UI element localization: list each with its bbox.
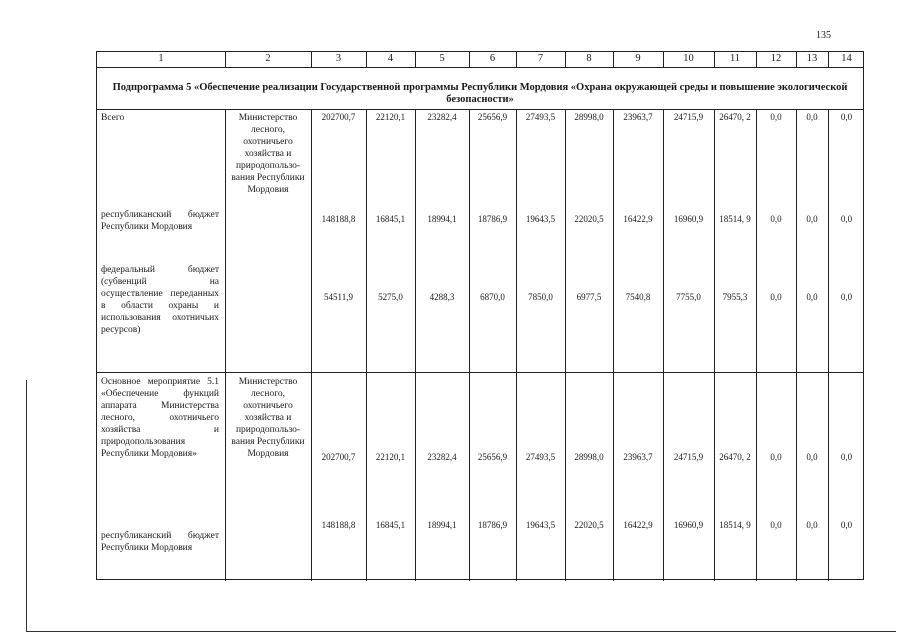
column-number: 2 <box>265 53 271 64</box>
table-cell-value: 22020,5 <box>574 214 604 224</box>
column-rule-body-10 <box>714 109 715 581</box>
table-cell-value: 148188,8 <box>321 520 356 530</box>
table-cell-value: 18786,9 <box>477 214 508 224</box>
page-border-left <box>26 380 27 632</box>
table-cell-value: 22120,1 <box>375 452 406 462</box>
table-cell-value: 25656,9 <box>477 112 508 122</box>
table-cell-value: 18514, 9 <box>719 520 751 530</box>
table-cell-value: 0,0 <box>840 292 853 302</box>
column-rule-body-1 <box>225 109 226 581</box>
table-cell-value: 18994,1 <box>427 214 457 224</box>
column-number: 10 <box>683 53 694 64</box>
executor-name: Министерство лесного, охотничьего хозяйства и природопользо-вания Республики Мордовия <box>231 377 305 459</box>
page-border-bottom <box>26 631 896 632</box>
table-cell-value: 24715,9 <box>673 452 704 462</box>
table-cell-value: 19643,5 <box>525 520 556 530</box>
row-label: Основное мероприятие 5.1 «Обеспечение функций аппарата Министерства лесного, охотничьего хозяйства и природопользования Республики Мордовия» <box>101 377 219 459</box>
column-number: 12 <box>770 53 782 64</box>
table-cell-value: 0,0 <box>840 452 853 462</box>
table-cell-value: 16845,1 <box>375 520 406 530</box>
table-cell-value: 5275,0 <box>378 292 403 302</box>
table-cell-value: 23282,4 <box>427 452 457 462</box>
table-cell-value: 16960,9 <box>673 520 704 530</box>
table-cell-value: 148188,8 <box>321 214 356 224</box>
table-cell-value: 16845,1 <box>375 214 406 224</box>
table-cell-value: 0,0 <box>770 112 782 122</box>
table-cell-value: 18514, 9 <box>719 214 751 224</box>
column-number: 11 <box>729 53 741 64</box>
table-cell-value: 0,0 <box>806 292 818 302</box>
table-cell-value: 16422,9 <box>623 520 653 530</box>
table-cell-value: 0,0 <box>806 452 818 462</box>
table-cell-value: 0,0 <box>770 452 782 462</box>
table-cell-value: 54511,9 <box>324 292 353 302</box>
table-cell-value: 6870,0 <box>480 292 505 302</box>
column-rule-body-4 <box>415 109 416 581</box>
table-cell-value: 0,0 <box>770 520 782 530</box>
table-cell-value: 0,0 <box>840 214 853 224</box>
subprogram-title: Подпрограмма 5 «Обеспечение реализации Государственной программы Республики Мордовия «Охрана окружающей среды и повышение экологической безопасности» <box>112 82 848 105</box>
table-cell-value: 28998,0 <box>574 452 604 462</box>
executor-name: Министерство лесного, охотничьего хозяйства и природопользо-вания Республики Мордовия <box>231 113 305 195</box>
row-label: Всего <box>101 113 125 123</box>
table-cell-value: 16422,9 <box>623 214 653 224</box>
column-rule-body-7 <box>565 109 566 581</box>
table-cell-value: 7755,0 <box>676 292 701 302</box>
table-cell-value: 27493,5 <box>525 452 556 462</box>
table-cell-value: 16960,9 <box>673 214 704 224</box>
table-cell-value: 7955,3 <box>722 292 748 302</box>
page-number: 135 <box>816 30 831 41</box>
table-cell-value: 27493,5 <box>525 112 556 122</box>
table-cell-value: 23963,7 <box>623 452 653 462</box>
table-cell-value: 202700,7 <box>321 452 356 462</box>
row-label: федеральный бюджет (субвенций на осуществление переданных в области охраны и использования охотничьих ресурсов) <box>101 265 219 335</box>
column-number: 8 <box>586 53 592 64</box>
table-cell-value: 18994,1 <box>427 520 457 530</box>
table-cell-value: 0,0 <box>840 520 853 530</box>
table-cell-value: 24715,9 <box>673 112 704 122</box>
column-rule-body-11 <box>756 109 757 581</box>
table-cell-value: 22120,1 <box>375 112 406 122</box>
table-cell-value: 25656,9 <box>477 452 508 462</box>
column-number: 14 <box>841 53 852 64</box>
column-rule-body-6 <box>516 109 517 581</box>
column-number: 4 <box>387 53 394 64</box>
table-rule-2 <box>97 372 863 373</box>
table-cell-value: 19643,5 <box>525 214 556 224</box>
column-number: 5 <box>439 53 445 64</box>
table-rule-1 <box>97 109 863 110</box>
column-number: 6 <box>489 53 496 64</box>
table-cell-value: 18786,9 <box>477 520 508 530</box>
table-cell-value: 0,0 <box>806 112 818 122</box>
table-cell-value: 4288,3 <box>429 292 455 302</box>
table-cell-value: 6977,5 <box>576 292 602 302</box>
table-cell-value: 202700,7 <box>321 112 356 122</box>
column-rule-body-12 <box>796 109 797 581</box>
table-cell-value: 0,0 <box>840 112 853 122</box>
row-label: республиканский бюджет Республики Мордовия <box>101 210 219 232</box>
column-number: 3 <box>335 53 342 64</box>
table-cell-value: 7850,0 <box>528 292 553 302</box>
table-cell-value: 23963,7 <box>623 112 653 122</box>
column-number: 1 <box>158 53 164 64</box>
table-cell-value: 0,0 <box>770 214 782 224</box>
table-cell-value: 0,0 <box>806 214 818 224</box>
table-cell-value: 0,0 <box>806 520 818 530</box>
table-cell-value: 7540,8 <box>625 292 651 302</box>
table-cell-value: 26470, 2 <box>719 452 751 462</box>
table-cell-value: 28998,0 <box>574 112 604 122</box>
table-cell-value: 23282,4 <box>427 112 457 122</box>
row-label: республиканский бюджет Республики Мордовия <box>101 531 219 553</box>
table-cell-value: 26470, 2 <box>719 112 751 122</box>
budget-table <box>96 51 864 580</box>
column-number: 9 <box>635 53 641 64</box>
column-rule-body-9 <box>663 109 664 581</box>
column-number: 13 <box>806 53 818 64</box>
column-rule-body-13 <box>828 109 829 581</box>
column-rule-body-5 <box>469 109 470 581</box>
column-rule-body-2 <box>311 109 312 581</box>
column-number: 7 <box>537 53 544 64</box>
table-cell-value: 22020,5 <box>574 520 604 530</box>
table-cell-value: 0,0 <box>770 292 782 302</box>
table-rule-0 <box>97 67 863 68</box>
column-rule-body-8 <box>613 109 614 581</box>
column-rule-body-3 <box>366 109 367 581</box>
